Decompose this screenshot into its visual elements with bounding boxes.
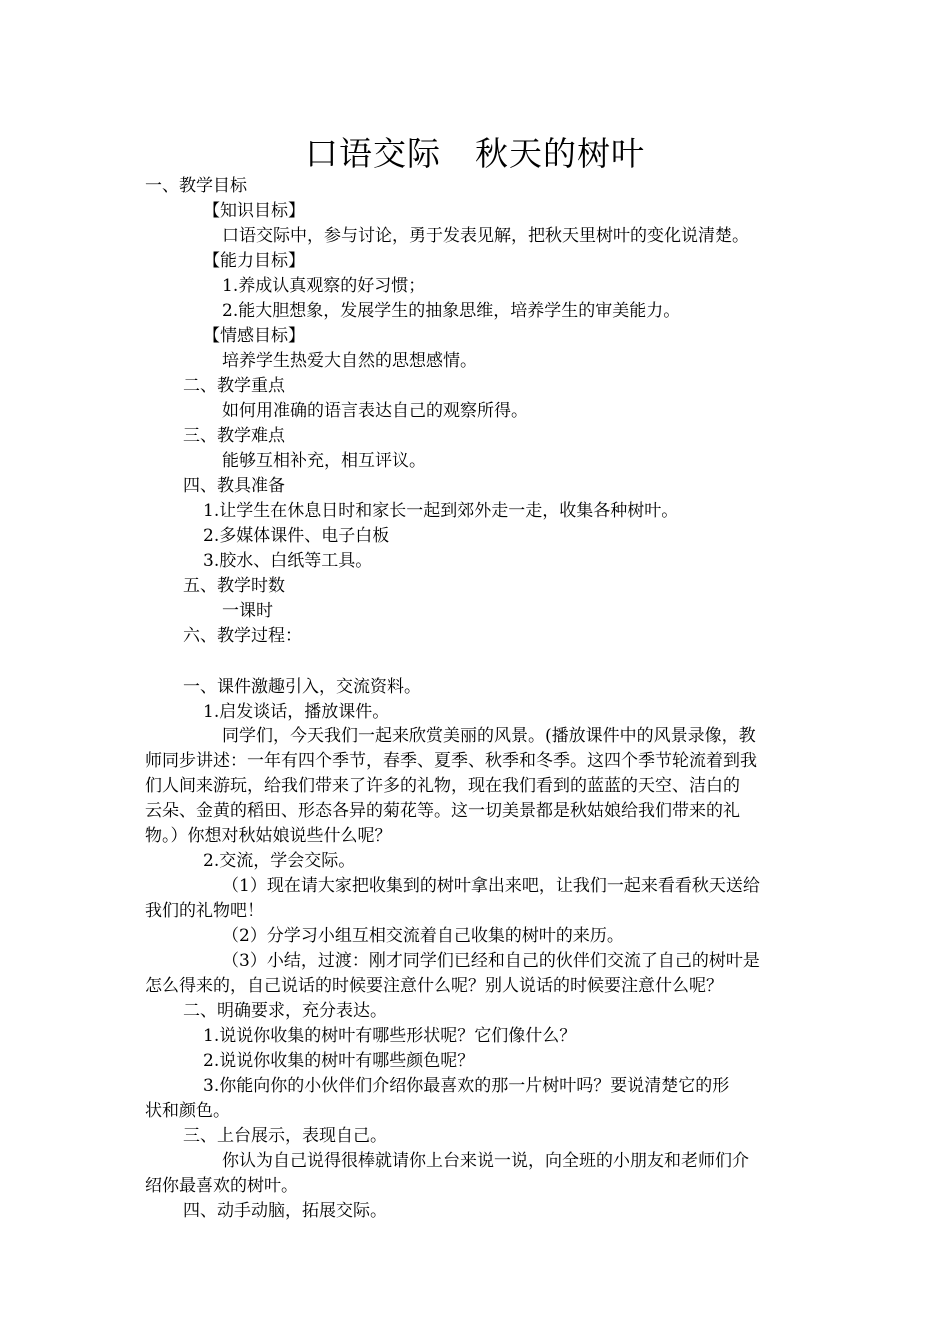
text-line: 1.让学生在休息日时和家长一起到郊外走一走，收集各种树叶。 [203,501,679,521]
text-line: 三、教学难点 [183,426,285,446]
text-line: （2）分学习小组互相交流着自己收集的树叶的来历。 [222,926,624,946]
text-line: 一、课件激趣引入，交流资料。 [183,677,421,697]
text-line: 培养学生热爱大自然的思想感情。 [222,351,477,371]
text-line: 2.能大胆想象，发展学生的抽象思维，培养学生的审美能力。 [222,301,681,321]
text-line: 2.交流，学会交际。 [203,851,356,871]
text-line: 四、教具准备 [183,476,285,496]
text-line: 们人间来游玩，给我们带来了许多的礼物，现在我们看到的蓝蓝的天空、洁白的 [145,776,740,796]
text-line: 3.胶水、白纸等工具。 [203,551,373,571]
text-line: 【能力目标】 [203,251,305,271]
text-line: 一、教学目标 [145,176,247,196]
text-line: 1.养成认真观察的好习惯； [222,276,426,296]
text-line: 【知识目标】 [203,201,305,221]
text-line: 3.你能向你的小伙伴们介绍你最喜欢的那一片树叶吗？要说清楚它的形 [203,1076,730,1096]
text-line: 云朵、金黄的稻田、形态各异的菊花等。这一切美景都是秋姑娘给我们带来的礼 [145,801,740,821]
text-line: 怎么得来的，自己说话的时候要注意什么呢？别人说话的时候要注意什么呢？ [145,976,723,996]
text-line: 绍你最喜欢的树叶。 [145,1176,298,1196]
text-line: 如何用准确的语言表达自己的观察所得。 [222,401,528,421]
text-line: 三、上台展示，表现自己。 [183,1126,387,1146]
text-line: 状和颜色。 [145,1101,230,1121]
text-line: 六、教学过程： [183,626,302,646]
text-line: （1）现在请大家把收集到的树叶拿出来吧，让我们一起来看看秋天送给 [222,876,760,896]
text-line: 二、明确要求，充分表达。 [183,1001,387,1021]
text-line: 物。）你想对秋姑娘说些什么呢？ [145,826,392,846]
text-line: 同学们，今天我们一起来欣赏美丽的风景。(播放课件中的风景录像，教 [222,726,756,746]
text-line: 1.启发谈话，播放课件。 [203,702,390,722]
text-line: 你认为自己说得很棒就请你上台来说一说，向全班的小朋友和老师们介 [222,1151,749,1171]
page-title: 口语交际 秋天的树叶 [305,134,645,173]
text-line: 2.多媒体课件、电子白板 [203,526,390,546]
text-line: 【情感目标】 [203,326,305,346]
text-line: 1.说说你收集的树叶有哪些形状呢？它们像什么？ [203,1026,577,1046]
text-line: 一课时 [222,601,273,621]
text-line: 师同步讲述：一年有四个季节，春季、夏季、秋季和冬季。这四个季节轮流着到我 [145,751,757,771]
text-line: 五、教学时数 [183,576,285,596]
text-line: 我们的礼物吧！ [145,901,264,921]
text-line: 2.说说你收集的树叶有哪些颜色呢？ [203,1051,475,1071]
text-line: 四、动手动脑，拓展交际。 [183,1201,387,1221]
text-line: （3）小结，过渡：刚才同学们已经和自己的伙伴们交流了自己的树叶是 [222,951,760,971]
text-line: 能够互相补充，相互评议。 [222,451,426,471]
text-line: 二、教学重点 [183,376,285,396]
text-line: 口语交际中，参与讨论，勇于发表见解，把秋天里树叶的变化说清楚。 [222,226,749,246]
